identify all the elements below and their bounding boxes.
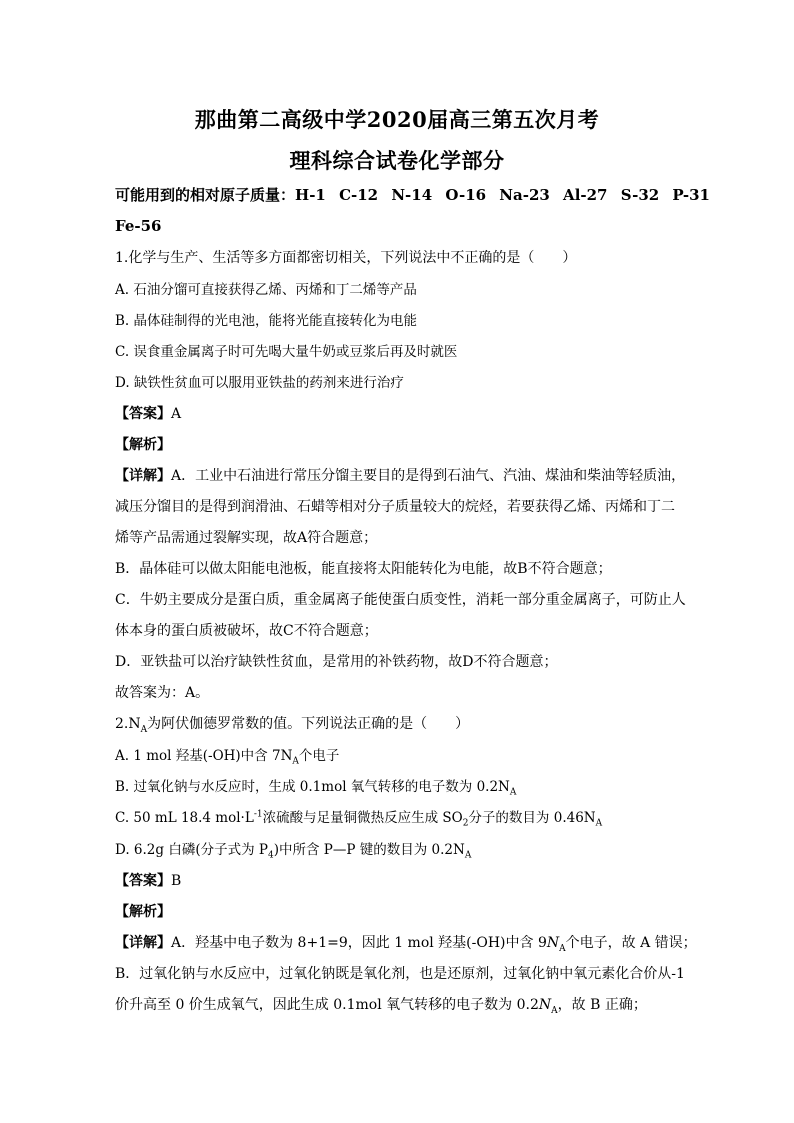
q2-answer	[115, 871, 685, 891]
q2-answer-tag: 【答案】	[115, 873, 171, 889]
q1-detail-line-5: C．牛奶主要成分是蛋白质，重金属离子能使蛋白质变性，消耗一部分重金属离子，可防止人	[115, 592, 686, 608]
q2-option-c-text: C. 50 mL 18.4 mol·L	[115, 810, 254, 826]
q1-detail-line-7: D．亚铁盐可以治疗缺铁性贫血，是常用的补铁药物，故D不符合题意；	[115, 654, 558, 670]
q2-option-d-tail: )中所含 P—P 键的数目为 0.2N	[273, 842, 465, 858]
atomic-masses-cont: Fe-56	[115, 217, 162, 235]
q2-detail-n-1: N	[546, 935, 560, 951]
q1-detail-line-2: 减压分馏目的是得到润滑油、石蜡等相对分子质量较大的烷烃，若要获得乙烯、丙烯和丁二	[115, 499, 675, 515]
q2-option-c-sub: A	[595, 818, 603, 829]
q2-detail-line-1	[115, 933, 697, 954]
q2-option-a-text: A. 1 mol 羟基(-OH)中含 7N	[115, 748, 293, 764]
q1-option-d: D. 缺铁性贫血可以服用亚铁盐的药剂来进行治疗	[115, 375, 404, 391]
q2-detail-n-3: N	[538, 997, 552, 1013]
q2-answer-value: B	[171, 873, 182, 889]
q2-detail-text-3: 价升高至 0 价生成氧气，因此生成 0.1mol 氧气转移的电子数为 0.2	[115, 997, 539, 1013]
q2-option-b-sub: A	[509, 787, 517, 798]
q1-detail-line-3: 烯等产品需通过裂解实现，故A符合题意；	[115, 530, 378, 546]
q2-detail-line-2: B．过氧化钠与水反应中，过氧化钠既是氧化剂，也是还原剂，过氧化钠中氧元素化合价从-1	[115, 966, 685, 982]
q1-detail-line-1	[115, 466, 685, 486]
atomic-masses-list: H-1 C-12 N-14 O-16 Na-23 Al-27 S-32 P-31	[295, 186, 710, 204]
q2-detail-text-1: A．羟基中电子数为 8+1=9，因此 1 mol 羟基(-OH)中含 9	[171, 935, 547, 951]
q2-stem-sub: A	[140, 724, 148, 735]
q2-option-d-sub4: 4	[267, 850, 274, 861]
q2-option-c-mid: 浓硫酸与足量铜微热反应生成 SO	[262, 810, 463, 826]
q1-analysis-tag: 【解析】	[115, 437, 171, 453]
q2-detail-sub-1: A	[559, 943, 566, 954]
q2-option-b-text: B. 过氧化钠与水反应时，生成 0.1mol 氧气转移的电子数为 0.2N	[115, 779, 510, 795]
q2-option-c-sub2: 2	[462, 818, 469, 829]
q2-option-a	[115, 746, 685, 766]
q2-detail-sub-3: A	[551, 1005, 558, 1016]
q2-option-c-tail: 分子的数目为 0.46N	[468, 810, 596, 826]
q1-detail-line-4: B．晶体硅可以做太阳能电池板，能直接将太阳能转化为电能，故B不符合题意；	[115, 561, 612, 577]
q1-answer	[115, 404, 685, 424]
q2-option-c	[115, 808, 685, 828]
q2-detail-line-3	[115, 995, 685, 1015]
q2-stem-n: 2.N	[115, 716, 141, 732]
q1-conclusion: 故答案为：A。	[115, 685, 210, 701]
q2-option-d-sub: A	[464, 850, 472, 861]
q2-option-d-text: D. 6.2g 白磷(分子式为 P	[115, 842, 268, 858]
atomic-masses	[115, 185, 710, 205]
q2-analysis-tag: 【解析】	[115, 904, 171, 920]
q2-detail-tag: 【详解】	[115, 935, 171, 951]
page-title: 那曲第二高级中学2020届高三第五次月考	[194, 107, 600, 132]
q2-detail-tail-1: 个电子，故 A 错误；	[565, 935, 697, 951]
q1-option-c: C. 误食重金属离子时可先喝大量牛奶或豆浆后再及时就医	[115, 344, 458, 360]
q2-detail-tail-3: ，故 B 正确；	[557, 997, 647, 1013]
q1-stem: 1.化学与生产、生活等多方面都密切相关，下列说法中不正确的是（ ）	[115, 250, 577, 266]
q2-option-a-sub: A	[292, 756, 299, 767]
q2-option-d	[115, 840, 685, 860]
q1-answer-value: A	[171, 406, 182, 422]
atomic-masses-label: 可能用到的相对原子质量：	[115, 186, 296, 204]
q2-option-b	[115, 777, 685, 797]
q2-option-a-tail: 个电子	[298, 748, 340, 764]
q1-detail-text-1: A．工业中石油进行常压分馏主要目的是得到石油气、汽油、煤油和柴油等轻质油，	[171, 468, 686, 484]
q2-stem	[115, 714, 685, 734]
q2-option-c-sup: -1	[253, 809, 263, 820]
q1-option-a: A. 石油分馏可直接获得乙烯、丙烯和丁二烯等产品	[115, 282, 417, 298]
q1-detail-tag: 【详解】	[115, 468, 171, 484]
q1-option-b: B. 晶体硅制得的光电池，能将光能直接转化为电能	[115, 313, 418, 329]
q1-answer-tag: 【答案】	[115, 406, 171, 422]
page-subtitle: 理科综合试卷化学部分	[289, 148, 505, 173]
q2-stem-text: 为阿伏伽德罗常数的值。下列说法正确的是（ ）	[147, 716, 470, 732]
q1-detail-line-6: 体本身的蛋白质被破坏，故C不符合题意；	[115, 623, 378, 639]
